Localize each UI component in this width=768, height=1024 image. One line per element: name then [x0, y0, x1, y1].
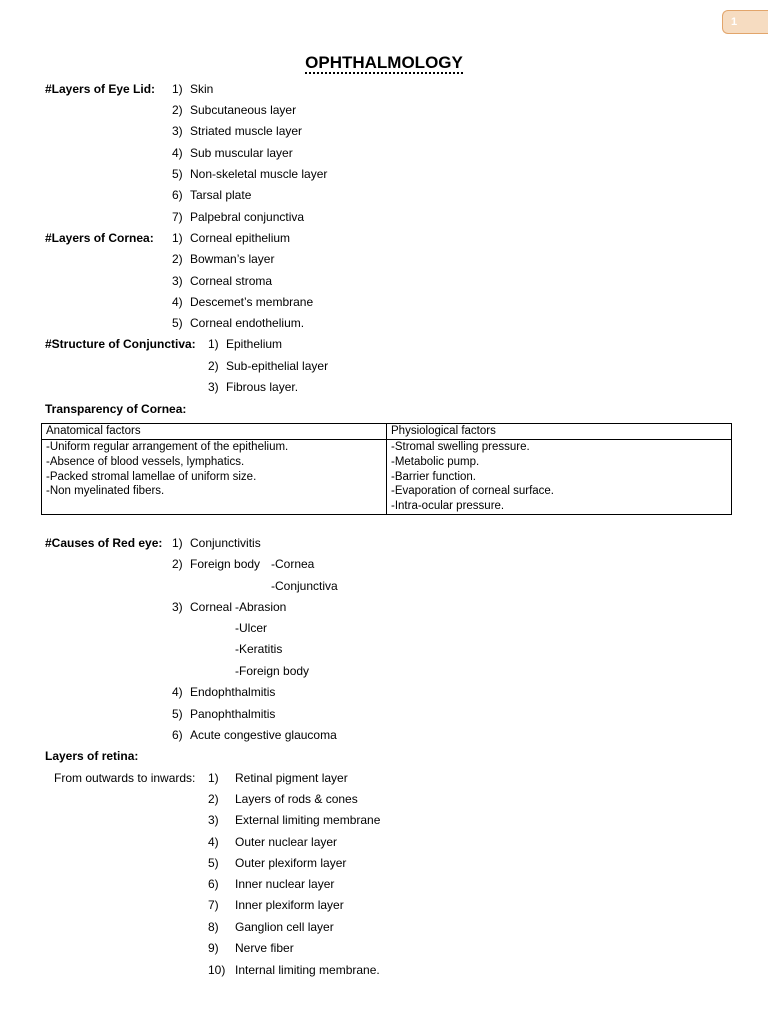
- list-item: Skin: [190, 82, 214, 96]
- physiological-factors-cell: [387, 440, 732, 515]
- list-item-number: 5): [172, 707, 183, 721]
- list-item: Corneal stroma: [190, 274, 273, 288]
- red-eye-heading: #Causes of Red eye:: [45, 536, 163, 550]
- list-item: Layers of rods & cones: [235, 792, 358, 806]
- sub-list-item: -Abrasion: [235, 600, 287, 614]
- list-item-number: 2): [208, 359, 219, 373]
- list-item: Fibrous layer.: [226, 380, 299, 394]
- retina-heading: Layers of retina:: [45, 749, 139, 763]
- table-cell-line: -Uniform regular arrangement of the epithelium.: [46, 441, 289, 453]
- list-item: Descemet’s membrane: [190, 295, 314, 309]
- list-item-number: 5): [208, 856, 219, 870]
- list-item: Inner nuclear layer: [235, 877, 335, 891]
- list-item-number: 2): [172, 103, 183, 117]
- conjunctiva-heading: #Structure of Conjunctiva:: [45, 337, 196, 351]
- table-header-row: [42, 424, 732, 440]
- list-item: Outer plexiform layer: [235, 856, 347, 870]
- list-item: Palpebral conjunctiva: [190, 210, 305, 224]
- list-item-number: 6): [172, 188, 183, 202]
- list-item: Foreign body: [190, 557, 261, 571]
- list-item-number: 3): [208, 813, 219, 827]
- list-item: Corneal: [190, 600, 233, 614]
- list-item-number: 5): [172, 167, 183, 181]
- list-item-number: 6): [172, 728, 183, 742]
- table-cell-line: -Metabolic pump.: [391, 455, 480, 468]
- list-item: Bowman’s layer: [190, 252, 275, 266]
- list-item: Corneal epithelium: [190, 231, 291, 245]
- list-item-number: 4): [172, 295, 183, 309]
- list-item: Outer nuclear layer: [235, 835, 338, 849]
- list-item-number: 6): [208, 877, 219, 891]
- list-item-number: 4): [172, 146, 183, 160]
- sub-list-item: -Foreign body: [235, 664, 310, 678]
- list-item-number: 3): [208, 380, 219, 394]
- list-item: Nerve fiber: [235, 941, 294, 955]
- transparency-table: [41, 423, 732, 515]
- sub-list-item: -Keratitis: [235, 642, 283, 656]
- list-item-number: 1): [172, 536, 183, 550]
- table-cell-line: -Non myelinated fibers.: [46, 485, 165, 498]
- list-item: Sub muscular layer: [190, 146, 293, 160]
- list-item-number: 3): [172, 274, 183, 288]
- page-title-text: OPHTHALMOLOGY: [305, 53, 463, 72]
- list-item: Tarsal plate: [190, 188, 252, 202]
- list-item-number: 3): [172, 124, 183, 138]
- list-item-number: 1): [208, 337, 219, 351]
- page-number: 1: [731, 16, 738, 28]
- list-item: Ganglion cell layer: [235, 920, 334, 934]
- page-title: [0, 52, 768, 74]
- list-item-number: 3): [172, 600, 183, 614]
- list-item-number: 5): [172, 316, 183, 330]
- list-item-number: 7): [172, 210, 183, 224]
- list-item-number: 1): [172, 231, 183, 245]
- list-item-number: 4): [208, 835, 219, 849]
- sub-list-item: -Cornea: [271, 557, 315, 571]
- table-cell-line: -Intra-ocular pressure.: [391, 500, 505, 513]
- list-item: Sub-epithelial layer: [226, 359, 329, 373]
- list-item: Subcutaneous layer: [190, 103, 297, 117]
- list-item: External limiting membrane: [235, 813, 381, 827]
- eyelid-heading: #Layers of Eye Lid:: [45, 82, 156, 96]
- table-cell-line: -Absence of blood vessels, lymphatics.: [46, 455, 245, 468]
- list-item-number: 2): [172, 252, 183, 266]
- table-cell-line: -Stromal swelling pressure.: [391, 441, 530, 453]
- list-item-number: 1): [172, 82, 183, 96]
- list-item-number: 10): [208, 963, 226, 977]
- list-item-number: 9): [208, 941, 219, 955]
- list-item-number: 8): [208, 920, 219, 934]
- list-item: Non-skeletal muscle layer: [190, 167, 328, 181]
- table-header-physiological: Physiological factors: [387, 424, 732, 440]
- list-item: Panophthalmitis: [190, 707, 276, 721]
- list-item: Internal limiting membrane.: [235, 963, 380, 977]
- list-item: Acute congestive glaucoma: [190, 728, 337, 742]
- list-item-number: 1): [208, 771, 219, 785]
- table-cell-line: -Evaporation of corneal surface.: [391, 485, 555, 498]
- table-header-anatomical: Anatomical factors: [42, 424, 387, 440]
- list-item: Inner plexiform layer: [235, 898, 344, 912]
- list-item-number: 7): [208, 898, 219, 912]
- list-item: Corneal endothelium.: [190, 316, 305, 330]
- list-item-number: 2): [208, 792, 219, 806]
- sub-list-item: -Conjunctiva: [271, 579, 338, 593]
- list-item: Striated muscle layer: [190, 124, 303, 138]
- transparency-heading: Transparency of Cornea:: [45, 402, 187, 416]
- list-item: Retinal pigment layer: [235, 771, 348, 785]
- list-item: Conjunctivitis: [190, 536, 261, 550]
- table-cell-line: -Packed stromal lamellae of uniform size.: [46, 470, 257, 483]
- list-item: Epithelium: [226, 337, 283, 351]
- anatomical-factors-cell: [42, 440, 387, 515]
- retina-intro: From outwards to inwards:: [54, 771, 196, 785]
- cornea-heading: #Layers of Cornea:: [45, 231, 154, 245]
- table-cell-line: -Barrier function.: [391, 470, 477, 483]
- list-item-number: 4): [172, 685, 183, 699]
- list-item-number: 2): [172, 557, 183, 571]
- table-row: [42, 440, 732, 515]
- sub-list-item: -Ulcer: [235, 621, 267, 635]
- page-number-badge: [722, 10, 768, 34]
- list-item: Endophthalmitis: [190, 685, 276, 699]
